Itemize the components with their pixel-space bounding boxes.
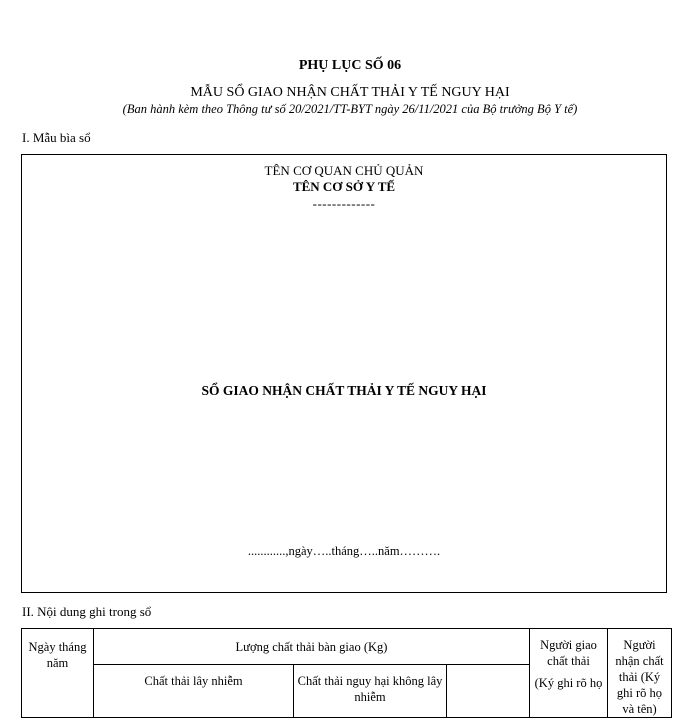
appendix-number: PHỤ LỤC SỐ 06	[298, 58, 402, 73]
header-receiver: Người nhận chất thải (Ký ghi rõ họ và tên)	[608, 629, 672, 718]
header-hazardous: Chất thải nguy hại không lây nhiễm	[294, 665, 447, 718]
governing-agency-label: TÊN CƠ QUAN CHỦ QUẢN	[264, 163, 424, 178]
header-date: Ngày tháng năm	[22, 629, 94, 718]
book-title: SỔ GIAO NHẬN CHẤT THẢI Y TẾ NGUY HẠI	[201, 383, 487, 398]
waste-log-table	[21, 628, 672, 718]
document-subtitle: (Ban hành kèm theo Thông tư số 20/2021/TT-BYT ngày 26/11/2021 của Bộ trưởng Bộ Y tế)	[122, 102, 578, 116]
header-amount: Lượng chất thải bàn giao (Kg)	[94, 629, 530, 665]
cover-template-box	[21, 154, 667, 593]
header-giver-note: (Ký ghi rõ họ	[534, 676, 603, 690]
header-blank	[447, 665, 530, 718]
facility-label: TÊN CƠ SỞ Y TẾ	[292, 179, 396, 194]
section-cover-heading: I. Mẫu bìa sổ	[22, 130, 91, 145]
header-giver	[530, 629, 608, 718]
document-title: MẪU SỔ GIAO NHẬN CHẤT THẢI Y TẾ NGUY HẠI	[190, 85, 510, 100]
header-infectious: Chất thải lây nhiễm	[94, 665, 294, 718]
header-giver-label: Người giao chất thải	[540, 638, 597, 668]
date-line: ............,ngày…..tháng…..năm……….	[247, 544, 441, 558]
cover-divider: -------------	[312, 196, 376, 211]
section-content-heading: II. Nội dung ghi trong sổ	[22, 604, 152, 619]
